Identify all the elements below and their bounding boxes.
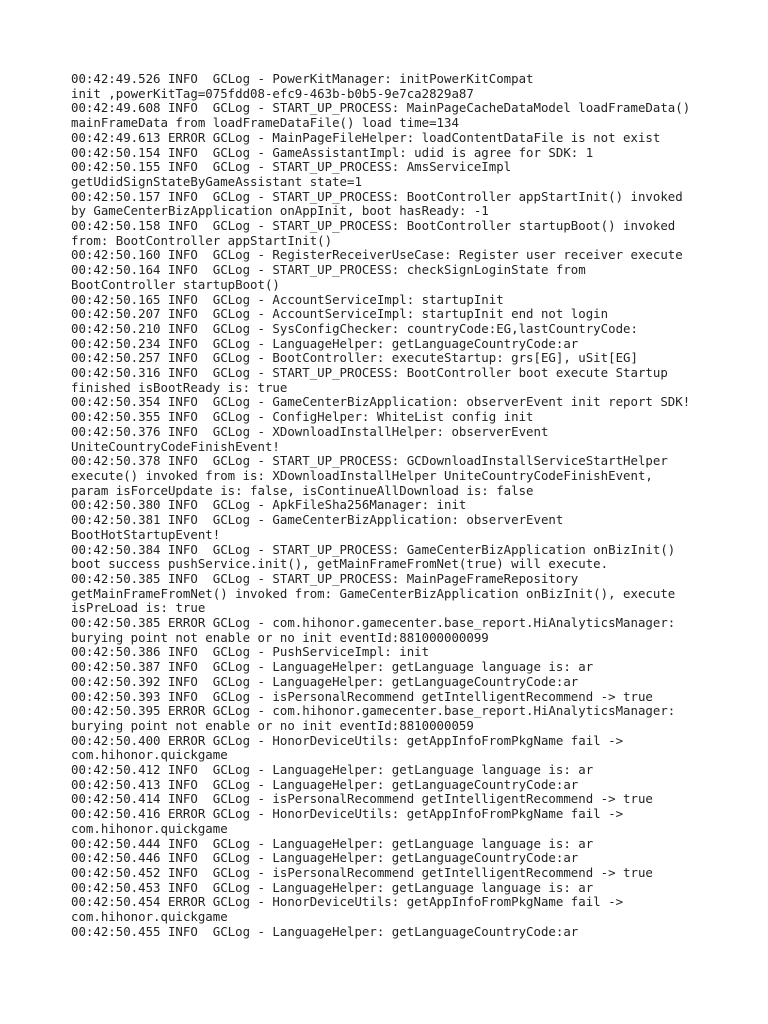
log-line: 00:42:50.412 INFO GCLog - LanguageHelper: getLanguage language is: ar <box>71 762 594 778</box>
log-line: 00:42:49.526 INFO GCLog - PowerKitManager: initPowerKitCompat <box>71 71 534 86</box>
log-line: 00:42:50.207 INFO GCLog - AccountServiceImpl: startupInit end not login <box>71 306 609 322</box>
log-line: init ,powerKitTag=075fdd08-efc9-463b-b0b5-9e7ca2829a87 <box>71 85 474 101</box>
log-line: 00:42:50.384 INFO GCLog - START_UP_PROCESS: GameCenterBizApplication onBizInit() <box>71 541 676 557</box>
log-line: from: BootController appStartInit() <box>71 232 333 248</box>
log-line: 00:42:50.392 INFO GCLog - LanguageHelper: getLanguageCountryCode:ar <box>71 673 579 689</box>
log-line: 00:42:50.454 ERROR GCLog - HonorDeviceUtils: getAppInfoFromPkgName fail -> <box>71 894 624 910</box>
log-line: burying point not enable or no init eventId:881000000099 <box>71 629 489 645</box>
log-line: 00:42:50.234 INFO GCLog - LanguageHelper: getLanguageCountryCode:ar <box>71 335 579 351</box>
log-line: BootController startupBoot() <box>71 276 280 292</box>
log-line: 00:42:50.376 INFO GCLog - XDownloadInstallHelper: observerEvent <box>71 423 549 439</box>
log-line: 00:42:50.160 INFO GCLog - RegisterReceiverUseCase: Register user receiver execute <box>71 247 683 263</box>
log-line: 00:42:50.395 ERROR GCLog - com.hihonor.gamecenter.base_report.HiAnalyticsManager: <box>71 703 676 719</box>
log-line: 00:42:50.393 INFO GCLog - isPersonalRecommend getIntelligentRecommend -> true <box>71 688 653 704</box>
log-line: 00:42:50.446 INFO GCLog - LanguageHelper: getLanguageCountryCode:ar <box>71 850 579 866</box>
log-line: 00:42:50.158 INFO GCLog - START_UP_PROCESS: BootController startupBoot() invoked <box>71 218 676 234</box>
log-line: 00:42:50.164 INFO GCLog - START_UP_PROCESS: checkSignLoginState from <box>71 262 586 278</box>
log-line: 00:42:50.386 INFO GCLog - PushServiceImpl: init <box>71 644 430 660</box>
log-line: boot success pushService.init(), getMainFrameFromNet(true) will execute. <box>71 556 609 572</box>
log-line: 00:42:50.210 INFO GCLog - SysConfigChecker: countryCode:EG,lastCountryCode: <box>71 320 638 336</box>
log-line: 00:42:50.316 INFO GCLog - START_UP_PROCESS: BootController boot execute Startup <box>71 365 668 381</box>
log-line: 00:42:50.354 INFO GCLog - GameCenterBizApplication: observerEvent init report SDK! <box>71 394 691 410</box>
log-line: 00:42:50.154 INFO GCLog - GameAssistantImpl: udid is agree for SDK: 1 <box>71 144 594 160</box>
log-line: mainFrameData from loadFrameDataFile() load time=134 <box>71 115 459 131</box>
log-line: by GameCenterBizApplication onAppInit, boot hasReady: -1 <box>71 203 489 219</box>
log-line: 00:42:50.414 INFO GCLog - isPersonalRecommend getIntelligentRecommend -> true <box>71 791 653 807</box>
log-line: 00:42:50.452 INFO GCLog - isPersonalRecommend getIntelligentRecommend -> true <box>71 864 653 880</box>
log-line: burying point not enable or no init eventId:8810000059 <box>71 717 474 733</box>
log-line: getUdidSignStateByGameAssistant state=1 <box>71 173 362 189</box>
log-line: getMainFrameFromNet() invoked from: GameCenterBizApplication onBizInit(), execute <box>71 585 676 601</box>
log-line: 00:42:50.380 INFO GCLog - ApkFileSha256Manager: init <box>71 497 467 513</box>
log-line: 00:42:50.455 INFO GCLog - LanguageHelper: getLanguageCountryCode:ar <box>71 923 579 939</box>
log-line: param isForceUpdate is: false, isContinueAllDownload is: false <box>71 482 534 498</box>
log-line: 00:42:50.257 INFO GCLog - BootController: executeStartup: grs[EG], uSit[EG] <box>71 350 638 366</box>
log-line: 00:42:50.385 INFO GCLog - START_UP_PROCESS: MainPageFrameRepository <box>71 570 579 586</box>
log-line: 00:42:50.400 ERROR GCLog - HonorDeviceUtils: getAppInfoFromPkgName fail -> <box>71 732 624 748</box>
log-line: 00:42:50.155 INFO GCLog - START_UP_PROCESS: AmsServiceImpl <box>71 159 512 175</box>
log-line: UniteCountryCodeFinishEvent! <box>71 438 280 454</box>
log-line: finished isBootReady is: true <box>71 379 288 395</box>
log-line: 00:42:50.378 INFO GCLog - START_UP_PROCESS: GCDownloadInstallServiceStartHelper <box>71 453 668 469</box>
log-line: com.hihonor.quickgame <box>71 909 228 925</box>
log-line: 00:42:50.387 INFO GCLog - LanguageHelper: getLanguage language is: ar <box>71 659 594 675</box>
log-line: 00:42:50.453 INFO GCLog - LanguageHelper: getLanguage language is: ar <box>71 879 594 895</box>
log-line: 00:42:50.165 INFO GCLog - AccountServiceImpl: startupInit <box>71 291 504 307</box>
log-line: 00:42:50.385 ERROR GCLog - com.hihonor.gamecenter.base_report.HiAnalyticsManager: <box>71 615 676 631</box>
log-line: com.hihonor.quickgame <box>71 820 228 836</box>
log-line: 00:42:50.413 INFO GCLog - LanguageHelper: getLanguageCountryCode:ar <box>71 776 579 792</box>
log-line: 00:42:50.381 INFO GCLog - GameCenterBizApplication: observerEvent <box>71 512 564 528</box>
log-line: com.hihonor.quickgame <box>71 747 228 763</box>
log-line: 00:42:49.613 ERROR GCLog - MainPageFileHelper: loadContentDataFile is not exist <box>71 129 661 145</box>
log-line: execute() invoked from is: XDownloadInstallHelper UniteCountryCodeFinishEvent, <box>71 467 653 483</box>
log-line: 00:42:50.444 INFO GCLog - LanguageHelper: getLanguage language is: ar <box>71 835 594 851</box>
log-line: 00:42:49.608 INFO GCLog - START_UP_PROCESS: MainPageCacheDataModel loadFrameData() <box>71 100 691 116</box>
log-line: 00:42:50.157 INFO GCLog - START_UP_PROCESS: BootController appStartInit() invoked <box>71 188 683 204</box>
log-document <box>71 72 741 939</box>
log-line: BootHotStartupEvent! <box>71 526 221 542</box>
log-lines <box>71 72 741 939</box>
log-line: 00:42:50.355 INFO GCLog - ConfigHelper: WhiteList config init <box>71 409 534 425</box>
log-line: isPreLoad is: true <box>71 600 206 616</box>
log-line: 00:42:50.416 ERROR GCLog - HonorDeviceUtils: getAppInfoFromPkgName fail -> <box>71 806 624 822</box>
